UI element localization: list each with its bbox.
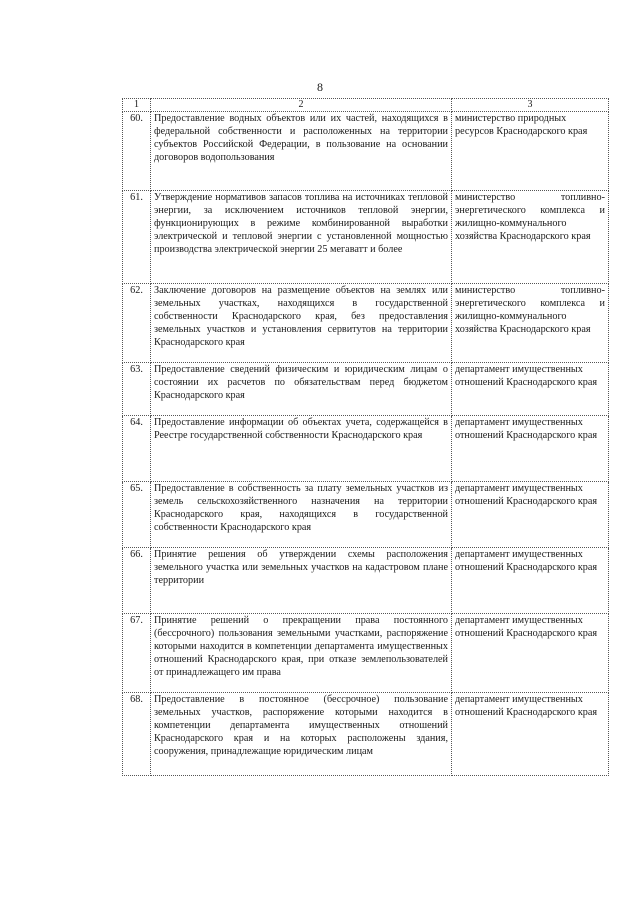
table-header-row bbox=[123, 99, 609, 112]
service-name: Утверждение нормативов запасов топлива на источниках тепловой энергии, за исключением источников тепловой энергии, функционирующих в режиме комбинированной выработки электрической и тепловой энергии с установленной мощностью производства электрической энергии 25 мегаватт и более bbox=[151, 191, 452, 284]
responsible-department: министерство природных ресурсов Краснодарского края bbox=[452, 112, 609, 191]
table-row bbox=[123, 482, 609, 548]
responsible-department: департамент имущественных отношений Краснодарского края bbox=[452, 693, 609, 776]
service-name: Предоставление информации об объектах учета, содержащейся в Реестре государственной собственности Краснодарского края bbox=[151, 416, 452, 482]
table-row bbox=[123, 112, 609, 191]
row-number: 65. bbox=[123, 482, 151, 548]
page-number: 8 bbox=[317, 80, 323, 94]
service-name: Принятие решений о прекращении права постоянного (бессрочного) пользования земельными участками, распоряжение которыми находится в компетенции департамента имущественных отношений Краснодарского края, при отказе землепользователей от принадлежащего им права bbox=[151, 614, 452, 693]
responsible-department: департамент имущественных отношений Краснодарского края bbox=[452, 416, 609, 482]
service-name: Предоставление в собственность за плату земельных участков из земель сельскохозяйственного назначения на территории Краснодарского края, находящихся в государственной собственности Краснодарского края bbox=[151, 482, 452, 548]
responsible-department: министерство топливно-энергетического комплекса и жилищно-коммунального хозяйства Краснодарского края bbox=[452, 284, 609, 363]
row-number: 68. bbox=[123, 693, 151, 776]
row-number: 61. bbox=[123, 191, 151, 284]
row-number: 64. bbox=[123, 416, 151, 482]
row-number: 62. bbox=[123, 284, 151, 363]
row-number: 63. bbox=[123, 363, 151, 416]
table-row bbox=[123, 548, 609, 614]
service-name: Предоставление сведений физическим и юридическим лицам о состоянии их расчетов по обязательствам перед бюджетом Краснодарского края bbox=[151, 363, 452, 416]
responsible-department: департамент имущественных отношений Краснодарского края bbox=[452, 363, 609, 416]
services-table bbox=[122, 98, 609, 776]
service-name: Принятие решения об утверждении схемы расположения земельного участка или земельных участков на кадастровом плане территории bbox=[151, 548, 452, 614]
column-header-number: 1 bbox=[123, 99, 151, 112]
column-header-department: 3 bbox=[452, 99, 609, 112]
table-row bbox=[123, 693, 609, 776]
responsible-department: департамент имущественных отношений Краснодарского края bbox=[452, 614, 609, 693]
service-name: Предоставление водных объектов или их частей, находящихся в федеральной собственности и расположенных на территории субъектов Российской Федерации, в пользование на основании договоров водопользования bbox=[151, 112, 452, 191]
table-row bbox=[123, 614, 609, 693]
service-name: Предоставление в постоянное (бессрочное) пользование земельных участков, распоряжение которыми находится в компетенции департамента имущественных отношений Краснодарского края и на которых расположены здания, сооружения, принадлежащие юридическим лицам bbox=[151, 693, 452, 776]
responsible-department: министерство топливно-энергетического комплекса и жилищно-коммунального хозяйства Краснодарского края bbox=[452, 191, 609, 284]
service-name: Заключение договоров на размещение объектов на землях или земельных участках, находящихся в государственной собственности Краснодарского края, без предоставления земельных участков и установления сервитутов на территории Краснодарского края bbox=[151, 284, 452, 363]
table-row bbox=[123, 416, 609, 482]
table-row bbox=[123, 363, 609, 416]
responsible-department: департамент имущественных отношений Краснодарского края bbox=[452, 482, 609, 548]
table-row bbox=[123, 284, 609, 363]
responsible-department: департамент имущественных отношений Краснодарского края bbox=[452, 548, 609, 614]
column-header-service: 2 bbox=[151, 99, 452, 112]
table-row bbox=[123, 191, 609, 284]
row-number: 60. bbox=[123, 112, 151, 191]
row-number: 66. bbox=[123, 548, 151, 614]
row-number: 67. bbox=[123, 614, 151, 693]
